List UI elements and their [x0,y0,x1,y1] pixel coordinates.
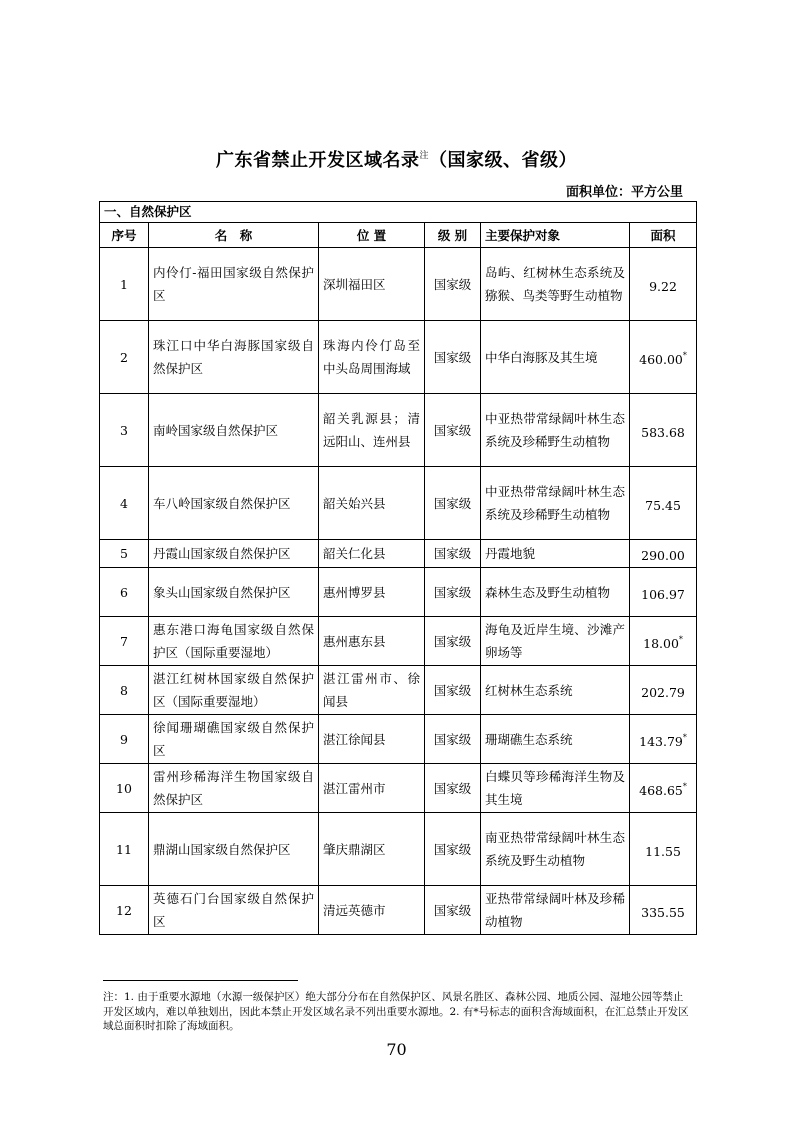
row-target-text: 南亚热带常绿阔叶林生态系统及野生动植物 [485,830,625,868]
row-no-text: 4 [120,495,128,511]
row-level [425,248,481,321]
row-name [149,467,319,540]
row-area [630,886,697,935]
row-area-text: 11.55 [645,843,681,859]
row-name [149,394,319,467]
row-target [481,617,630,666]
row-location [319,321,425,394]
row-no [100,617,149,666]
row-level-text: 国家级 [433,584,472,600]
table-row [100,248,697,321]
row-no-text: 6 [120,584,128,600]
col-header-area: 面积 [630,223,697,248]
row-area [630,813,697,886]
row-area [630,321,697,394]
row-target [481,813,630,886]
row-location-text: 肇庆鼎湖区 [323,841,386,857]
row-no-text: 2 [120,349,128,365]
row-name [149,248,319,321]
row-area [630,394,697,467]
row-level-text: 国家级 [433,546,472,561]
row-target-text: 亚热带常绿阔叶林及珍稀动植物 [485,891,625,929]
page-title [0,146,793,172]
row-location [319,666,425,715]
row-location-text: 湛江雷州市 [323,780,386,796]
table-row [100,813,697,886]
title-note-mark: 注 [419,151,429,161]
row-target [481,764,630,813]
table-row [100,764,697,813]
row-name-text: 鼎湖山国家级自然保护区 [153,841,291,857]
row-target [481,886,630,935]
row-location-text: 惠州惠东县 [323,633,386,649]
row-location [319,764,425,813]
row-no [100,321,149,394]
row-level [425,886,481,935]
sea-area-marker: * [682,781,687,791]
row-no [100,467,149,540]
row-area-text: 468.65 [639,782,683,798]
row-target-text: 珊瑚礁生态系统 [485,731,573,747]
row-location [319,715,425,764]
col-header-name: 名 称 [149,223,319,248]
area-unit-label: 面积单位：平方公里 [565,185,683,200]
sea-area-marker: * [682,732,687,742]
row-level [425,715,481,764]
row-no [100,248,149,321]
row-target-text: 中华白海豚及其生境 [485,349,598,365]
row-area-text: 9.22 [649,278,677,294]
row-no-text: 11 [116,841,132,857]
table-row [100,394,697,467]
row-area-text: 335.55 [641,904,685,920]
footnote-divider [103,980,298,981]
row-area-text: 18.00 [643,635,679,651]
row-level [425,394,481,467]
row-level [425,764,481,813]
row-location-text: 深圳福田区 [323,276,386,292]
header-row [100,223,697,248]
table-row [100,666,697,715]
row-level [425,321,481,394]
row-level [425,617,481,666]
row-level [425,540,481,568]
row-level-text: 国家级 [433,349,472,365]
row-name-text: 珠江口中华白海豚国家级自然保护区 [153,338,314,376]
row-target [481,568,630,617]
table-row [100,540,697,568]
row-name [149,617,319,666]
row-area-text: 290.00 [641,548,685,563]
row-area-text: 460.00 [639,351,683,367]
row-target [481,467,630,540]
row-area [630,540,697,568]
row-area-text: 143.79 [639,733,683,749]
row-location-text: 珠海内伶仃岛至中头岛周围海域 [323,338,420,376]
row-location [319,248,425,321]
row-location-text: 韶关始兴县 [323,495,386,511]
col-header-location: 位 置 [319,223,425,248]
row-target [481,666,630,715]
row-name [149,715,319,764]
row-no [100,568,149,617]
row-no-text: 10 [116,780,132,796]
row-level-text: 国家级 [433,633,472,649]
row-level-text: 国家级 [433,902,472,918]
row-target [481,540,630,568]
row-location-text: 湛江雷州市、徐闻县 [323,671,420,709]
reserve-table [99,201,697,935]
col-header-target: 主要保护对象 [481,223,630,248]
row-target-text: 森林生态及野生动植物 [485,584,611,600]
row-location [319,394,425,467]
section-title: 一、自然保护区 [100,202,697,223]
row-area [630,248,697,321]
row-level [425,467,481,540]
row-name [149,886,319,935]
row-location [319,467,425,540]
row-name-text: 徐闻珊瑚礁国家级自然保护区 [153,720,314,758]
row-level-text: 国家级 [433,841,472,857]
row-location-text: 韶关乳源县；清远阳山、连州县 [323,411,420,449]
table-row [100,886,697,935]
row-level-text: 国家级 [433,731,472,747]
title-suffix: （国家级、省级） [429,150,577,171]
row-target-text: 白蝶贝等珍稀海洋生物及其生境 [485,769,625,807]
footnote: 注：1. 由于重要水源地（水源一级保护区）绝大部分分布在自然保护区、风景名胜区、森林公园、地质公园、湿地公园等禁止开发区域内，难以单独划出，因此本禁止开发区域名录不列出重要水源地。2. 有*号标志的面积含海域面积，在汇总禁止开发区域总面积时扣除了海域面积。 [103,991,689,1032]
row-name [149,568,319,617]
row-location [319,540,425,568]
row-name [149,540,319,568]
row-level [425,568,481,617]
row-no [100,394,149,467]
row-no [100,666,149,715]
row-level-text: 国家级 [433,682,472,698]
row-target-text: 岛屿、红树林生态系统及猕猴、鸟类等野生动植物 [485,265,625,303]
row-no [100,886,149,935]
row-area [630,568,697,617]
row-no-text: 3 [120,422,128,438]
row-name-text: 内伶仃-福田国家级自然保护区 [153,265,314,303]
row-target-text: 红树林生态系统 [485,682,573,698]
row-no-text: 1 [120,276,128,292]
table-row [100,321,697,394]
row-location [319,617,425,666]
row-name-text: 车八岭国家级自然保护区 [153,495,291,511]
row-target-text: 海龟及近岸生境、沙滩产卵场等 [485,622,625,660]
col-header-no: 序号 [100,223,149,248]
row-level-text: 国家级 [433,495,472,511]
row-target-text: 中亚热带常绿阔叶林生态系统及珍稀野生动植物 [485,411,625,449]
row-no [100,764,149,813]
row-name-text: 英德石门台国家级自然保护区 [153,891,314,929]
row-name-text: 丹霞山国家级自然保护区 [153,546,291,561]
row-area [630,467,697,540]
table-row [100,617,697,666]
row-area-text: 106.97 [641,586,685,602]
table-row [100,715,697,764]
row-area [630,715,697,764]
row-no-text: 5 [120,546,128,561]
row-no-text: 9 [120,731,128,747]
row-no [100,540,149,568]
row-area [630,764,697,813]
row-location [319,813,425,886]
row-level-text: 国家级 [433,780,472,796]
row-location [319,568,425,617]
row-target [481,715,630,764]
row-target [481,321,630,394]
row-target [481,394,630,467]
row-no-text: 8 [120,682,128,698]
table-row [100,467,697,540]
row-no [100,715,149,764]
row-location [319,886,425,935]
row-level [425,666,481,715]
row-location-text: 清远英德市 [323,902,386,918]
row-level-text: 国家级 [433,422,472,438]
row-target-text: 中亚热带常绿阔叶林生态系统及珍稀野生动植物 [485,484,625,522]
row-area-text: 583.68 [641,424,685,440]
row-name-text: 湛江红树林国家级自然保护区（国际重要湿地） [153,671,314,709]
row-level-text: 国家级 [433,276,472,292]
row-area [630,666,697,715]
row-location-text: 韶关仁化县 [323,546,386,561]
row-area-text: 202.79 [641,684,685,700]
row-no [100,813,149,886]
row-area [630,617,697,666]
row-level [425,813,481,886]
row-area-text: 75.45 [645,497,681,513]
row-name [149,813,319,886]
row-name [149,666,319,715]
page-number: 70 [386,1040,407,1059]
row-name-text: 象头山国家级自然保护区 [153,584,291,600]
section-row [100,202,697,223]
row-no-text: 12 [116,902,132,918]
row-name [149,321,319,394]
row-name-text: 惠东港口海龟国家级自然保护区（国际重要湿地） [153,622,314,660]
row-name [149,764,319,813]
row-target-text: 丹霞地貌 [485,546,536,561]
title-text: 广东省禁止开发区域名录 [215,150,420,171]
row-name-text: 雷州珍稀海洋生物国家级自然保护区 [153,769,314,807]
row-location-text: 湛江徐闻县 [323,731,386,747]
row-location-text: 惠州博罗县 [323,584,386,600]
row-no-text: 7 [120,633,128,649]
sea-area-marker: * [678,634,683,644]
row-target [481,248,630,321]
table-row [100,568,697,617]
row-name-text: 南岭国家级自然保护区 [153,422,279,438]
sea-area-marker: * [682,350,687,360]
col-header-level: 级 别 [425,223,481,248]
